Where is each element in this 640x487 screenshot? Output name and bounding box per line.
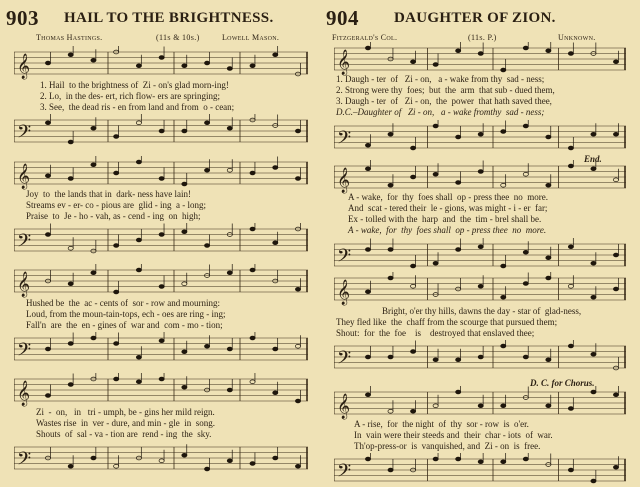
note-head (501, 344, 506, 348)
note-head (227, 126, 232, 130)
note-head (159, 339, 164, 343)
clef-icon: 𝄢 (337, 246, 352, 271)
note-head (45, 121, 50, 125)
hymn-title: HAIL TO THE BRIGHTNESS. (64, 10, 274, 26)
note-head (523, 457, 528, 461)
lyric-line: Loud, from the moun-tain-tops, ech - oes are ring - ing; (26, 309, 226, 319)
note-head (410, 284, 415, 288)
note-head (501, 460, 506, 464)
note-head (227, 459, 232, 463)
note-head (295, 177, 300, 181)
note-head (613, 253, 618, 257)
note-head (45, 174, 50, 178)
note-head (523, 172, 528, 176)
note-head (501, 264, 506, 268)
note-head (388, 132, 393, 136)
note-head (159, 233, 164, 237)
note-head (136, 238, 141, 242)
hymn-number: 904 (326, 6, 359, 30)
note-head (365, 457, 370, 461)
lyric-line: In vain were their steeds and their char - iots of war. (354, 430, 553, 440)
note-head (433, 457, 438, 461)
clef-icon: 𝄢 (337, 461, 352, 486)
hymn-header (6, 6, 318, 32)
lyric-line: Praise to Je - ho - vah, as - cend - ing on high; (26, 211, 201, 221)
lyric-line: Wastes rise in ver - dure, and min - gle in song. (36, 418, 215, 428)
note-head (546, 49, 551, 53)
note-head (45, 394, 50, 398)
note-head (182, 182, 187, 186)
note-head (273, 53, 278, 57)
end-mark: End. (584, 154, 602, 164)
note-head (410, 60, 415, 64)
note-head (136, 268, 141, 272)
note-head (114, 244, 119, 248)
note-head (91, 126, 96, 130)
note-head (250, 64, 255, 68)
note-head (91, 271, 96, 275)
clef-icon: 𝄢 (17, 231, 32, 256)
lyric-line: 3. Daugh - ter of Zi - on, the power that hath saved thee, (336, 96, 552, 106)
note-head (546, 256, 551, 260)
note-head (273, 391, 278, 395)
note-head (227, 388, 232, 392)
note-head (433, 261, 438, 265)
note-head (478, 245, 483, 249)
lyric-line: Shouts of sal - va - tion are rend - ing the sky. (36, 429, 212, 439)
note-head (45, 347, 50, 351)
note-head (501, 68, 506, 72)
note-head (523, 46, 528, 50)
note-head (159, 285, 164, 289)
note-head (250, 462, 255, 466)
note-head (273, 241, 278, 245)
meter: (11s & 10s.) (156, 33, 200, 42)
note-head (204, 344, 209, 348)
note-head (591, 167, 596, 171)
note-head (365, 46, 370, 50)
lyric-line: Zi - on, in tri - umph, be - gins her mild reign. (36, 407, 215, 417)
note-head (68, 246, 73, 250)
clef-icon: 𝄞 (17, 272, 31, 297)
music-staff (14, 264, 308, 298)
clef-icon: 𝄞 (337, 394, 351, 419)
music-credit: Lowell Mason. (222, 33, 280, 42)
clef-icon: 𝄞 (17, 54, 31, 79)
note-head (91, 336, 96, 340)
note-head (478, 355, 483, 359)
lyric-line: Joy to the lands that in dark- ness have lain! (26, 189, 191, 199)
note-head (456, 457, 461, 461)
hymn-credits (6, 33, 318, 45)
note-head (159, 377, 164, 381)
lyric-line: A - wake, for thy foes shall op - press thee no more. (348, 192, 548, 202)
note-head (433, 404, 438, 408)
note-head (568, 407, 573, 411)
note-head (91, 163, 96, 167)
note-head (546, 358, 551, 362)
note-head (546, 183, 551, 187)
note-head (478, 460, 483, 464)
lyric-line: A - rise, for the night of thy sor - row is o'er. (354, 419, 529, 429)
note-head (365, 143, 370, 147)
note-head (591, 295, 596, 299)
lyric-line: Hushed be the ac - cents of sor - row and mourning: (26, 298, 220, 308)
music-staff (14, 441, 308, 475)
note-head (68, 342, 73, 346)
note-head (68, 53, 73, 57)
note-head (388, 468, 393, 472)
note-head (136, 160, 141, 164)
note-head (546, 404, 551, 408)
note-head (295, 287, 300, 291)
hymn-title: DAUGHTER OF ZION. (394, 10, 556, 26)
note-head (295, 129, 300, 133)
note-head (523, 124, 528, 128)
note-head (613, 465, 618, 469)
clef-icon: 𝄢 (17, 340, 32, 365)
note-head (388, 248, 393, 252)
music-staff (334, 42, 626, 76)
note-head (159, 56, 164, 60)
note-head (388, 183, 393, 187)
note-head (114, 377, 119, 381)
note-head (501, 295, 506, 299)
note-head (478, 404, 483, 408)
note-head (159, 129, 164, 133)
note-head (273, 456, 278, 460)
note-head (114, 342, 119, 346)
note-head (204, 467, 209, 471)
music-staff (334, 340, 626, 374)
note-head (523, 282, 528, 286)
note-head (546, 276, 551, 280)
note-head (227, 271, 232, 275)
note-head (227, 67, 232, 71)
note-head (68, 282, 73, 286)
note-head (250, 268, 255, 272)
note-head (250, 336, 255, 340)
meter: (11s. P.) (468, 33, 497, 42)
note-head (68, 177, 73, 181)
music-staff (334, 386, 626, 420)
note-head (204, 121, 209, 125)
music-staff (334, 272, 626, 306)
music-staff (14, 223, 308, 257)
note-head (68, 464, 73, 468)
note-head (410, 264, 415, 268)
note-head (591, 132, 596, 136)
note-head (45, 61, 50, 65)
note-head (136, 64, 141, 68)
note-head (456, 248, 461, 252)
hymn-header (326, 6, 636, 32)
note-head (227, 347, 232, 351)
lyric-line: Shout: for the foe is destroyed that enslaved thee; (336, 328, 535, 338)
note-head (568, 245, 573, 249)
note-head (250, 380, 255, 384)
note-head (478, 132, 483, 136)
note-head (182, 385, 187, 389)
hymn-904 (326, 0, 636, 487)
clef-icon: 𝄢 (337, 128, 352, 153)
lyric-line-chorus: D.C.–Daughter of Zi - on, a - wake fromthy sad - ness; (336, 107, 545, 117)
note-head (204, 168, 209, 172)
note-head (182, 453, 187, 457)
note-head (433, 124, 438, 128)
lyric-line: 1. Hail to the brightness of Zi - on's glad morn-ing! (40, 80, 229, 90)
lyric-line: Bright, o'er thy hills, dawns the day - star of glad-ness, (382, 306, 582, 316)
note-head (456, 358, 461, 362)
lyric-line: They fled like the chaff from the scourge that pursued them; (336, 317, 558, 327)
music-staff (334, 120, 626, 154)
note-head (295, 464, 300, 468)
note-head (182, 230, 187, 234)
note-head (136, 121, 141, 125)
note-head (114, 464, 119, 468)
note-head (568, 164, 573, 168)
clef-icon: 𝄞 (337, 168, 351, 193)
note-head (114, 290, 119, 294)
music-staff (14, 373, 308, 407)
clef-icon: 𝄞 (337, 280, 351, 305)
music-staff (334, 238, 626, 272)
note-head (68, 383, 73, 387)
note-head (478, 170, 483, 174)
note-head (365, 248, 370, 252)
lyric-line: Fall'n are the en - gines of war and com - mo - tion; (26, 320, 223, 330)
note-head (159, 177, 164, 181)
note-head (410, 175, 415, 179)
clef-icon: 𝄞 (337, 50, 351, 75)
note-head (250, 171, 255, 175)
note-head (523, 355, 528, 359)
note-head (568, 146, 573, 150)
hymn-number: 903 (6, 6, 39, 30)
note-head (568, 344, 573, 348)
lyric-line: 3. See, the dead ris - en from land and from o - cean; (40, 102, 235, 112)
music-staff (14, 332, 308, 366)
note-head (456, 181, 461, 185)
note-head (478, 284, 483, 288)
note-head (433, 358, 438, 362)
note-head (613, 60, 618, 64)
dc-chorus-mark: D. C. for Chorus. (530, 378, 595, 388)
clef-icon: 𝄞 (17, 164, 31, 189)
clef-icon: 𝄢 (337, 348, 352, 373)
note-head (136, 380, 141, 384)
music-staff (334, 453, 626, 487)
note-head (365, 393, 370, 397)
note-head (591, 261, 596, 265)
note-head (388, 276, 393, 280)
hymn-903 (6, 0, 318, 487)
note-head (388, 409, 393, 413)
note-head (159, 459, 164, 463)
note-head (136, 355, 141, 359)
note-head (501, 404, 506, 408)
note-head (456, 390, 461, 394)
note-head (568, 468, 573, 472)
clef-icon: 𝄢 (17, 122, 32, 147)
note-head (523, 250, 528, 254)
music-staff (14, 156, 308, 190)
note-head (591, 479, 596, 483)
note-head (295, 399, 300, 403)
lyric-line: And scat - tered their le - gions, was might - i - er far; (348, 203, 548, 213)
music-credit: Unknown. (558, 33, 596, 42)
note-head (182, 129, 187, 133)
note-head (365, 290, 370, 294)
words-credit: Fitzgerald's Col. (332, 33, 398, 42)
note-head (501, 130, 506, 134)
note-head (91, 58, 96, 62)
clef-icon: 𝄢 (17, 449, 32, 474)
note-head (613, 287, 618, 291)
note-head (182, 282, 187, 286)
note-head (456, 135, 461, 139)
note-head (68, 140, 73, 144)
lyric-line: 2. Strong were thy foes; but the arm that sub - dued them, (336, 85, 555, 95)
lyric-line: Streams ev - er- co - pious are glid - ing a - long; (26, 200, 207, 210)
note-head (182, 64, 187, 68)
note-head (250, 227, 255, 231)
note-head (613, 132, 618, 136)
lyric-line: 1. Daugh - ter of Zi - on, a - wake from thy sad - ness; (336, 74, 545, 84)
note-head (388, 355, 393, 359)
lyric-line-chorus: A - wake, for thy foes shall op - press thee no more. (348, 225, 547, 235)
note-head (91, 456, 96, 460)
note-head (591, 390, 596, 394)
note-head (410, 409, 415, 413)
note-head (273, 166, 278, 170)
note-head (182, 350, 187, 354)
note-head (45, 233, 50, 237)
lyric-line: Ex - tolled with the harp and the tim - brel shall be. (348, 214, 542, 224)
music-staff (334, 160, 626, 194)
note-head (295, 344, 300, 348)
note-head (114, 135, 119, 139)
note-head (456, 49, 461, 53)
note-head (568, 52, 573, 56)
note-head (568, 284, 573, 288)
words-credit: Thomas Hastings. (36, 33, 103, 42)
note-head (433, 63, 438, 67)
note-head (410, 146, 415, 150)
note-head (204, 61, 209, 65)
lyric-line: 2. Lo, in the des- ert, rich flow- ers are springing; (40, 91, 220, 101)
note-head (410, 350, 415, 354)
note-head (273, 347, 278, 351)
note-head (501, 183, 506, 187)
note-head (613, 393, 618, 397)
lyric-line: Th'op-press-or is vanquished, and Zi - on is free. (354, 441, 541, 451)
music-staff (14, 114, 308, 148)
clef-icon: 𝄞 (17, 381, 31, 406)
note-head (591, 352, 596, 356)
music-staff (14, 46, 308, 80)
note-head (365, 355, 370, 359)
note-head (546, 135, 551, 139)
note-head (478, 52, 483, 56)
note-head (613, 178, 618, 182)
note-head (114, 171, 119, 175)
note-head (204, 244, 209, 248)
note-head (227, 168, 232, 172)
note-head (365, 167, 370, 171)
note-head (433, 172, 438, 176)
